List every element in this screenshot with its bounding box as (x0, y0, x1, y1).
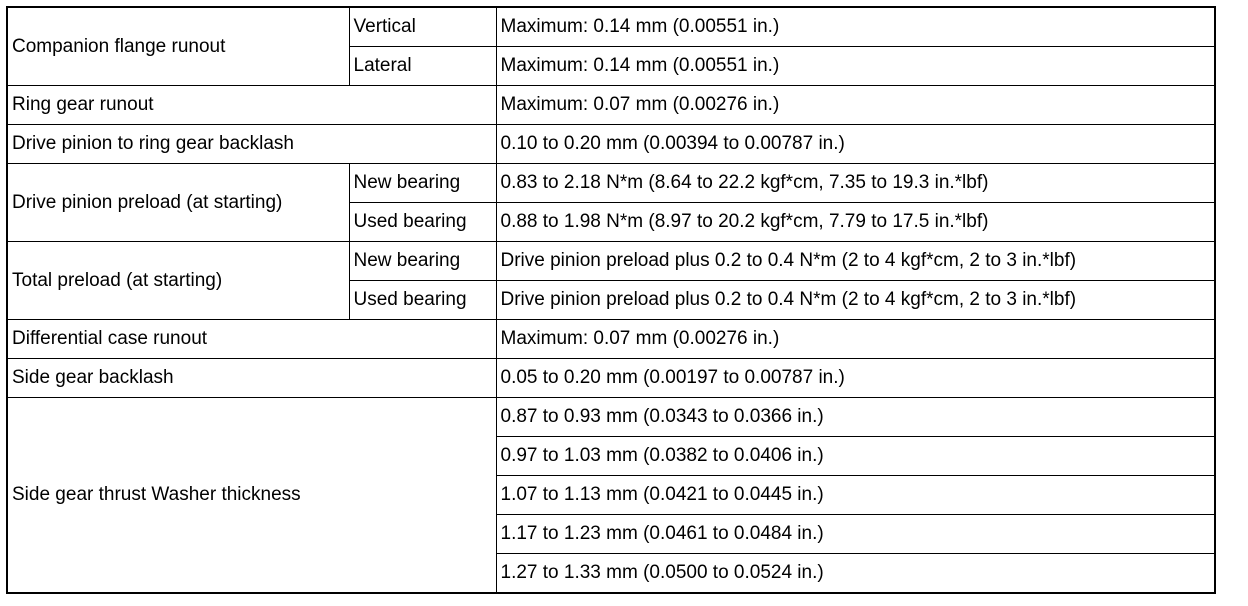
value-cell: 1.27 to 1.33 mm (0.0500 to 0.0524 in.) (496, 554, 1215, 594)
value-cell: 0.97 to 1.03 mm (0.0382 to 0.0406 in.) (496, 437, 1215, 476)
value-cell: 0.83 to 2.18 N*m (8.64 to 22.2 kgf*cm, 7.35 to 19.3 in.*lbf) (496, 164, 1215, 203)
value-cell: 1.07 to 1.13 mm (0.0421 to 0.0445 in.) (496, 476, 1215, 515)
table-row (7, 164, 1215, 203)
table-row (7, 86, 1215, 125)
item-cell: Drive pinion preload (at starting) (7, 164, 349, 242)
condition-cell: Lateral (349, 47, 496, 86)
value-cell: Maximum: 0.14 mm (0.00551 in.) (496, 7, 1215, 47)
table-row (7, 125, 1215, 164)
value-cell: Maximum: 0.14 mm (0.00551 in.) (496, 47, 1215, 86)
condition-cell: Vertical (349, 7, 496, 47)
item-cell: Companion flange runout (7, 7, 349, 86)
value-cell: Maximum: 0.07 mm (0.00276 in.) (496, 320, 1215, 359)
table-row (7, 242, 1215, 281)
specification-table (6, 6, 1216, 594)
table-row (7, 7, 1215, 47)
item-cell: Differential case runout (7, 320, 496, 359)
item-cell: Ring gear runout (7, 86, 496, 125)
value-cell: 0.10 to 0.20 mm (0.00394 to 0.00787 in.) (496, 125, 1215, 164)
condition-cell: Used bearing (349, 203, 496, 242)
item-cell: Side gear backlash (7, 359, 496, 398)
value-cell: 0.05 to 0.20 mm (0.00197 to 0.00787 in.) (496, 359, 1215, 398)
value-cell: 0.88 to 1.98 N*m (8.97 to 20.2 kgf*cm, 7.79 to 17.5 in.*lbf) (496, 203, 1215, 242)
value-cell: 1.17 to 1.23 mm (0.0461 to 0.0484 in.) (496, 515, 1215, 554)
table-row (7, 359, 1215, 398)
condition-cell: New bearing (349, 164, 496, 203)
value-cell: Maximum: 0.07 mm (0.00276 in.) (496, 86, 1215, 125)
item-cell: Side gear thrust Washer thickness (7, 398, 496, 594)
condition-cell: New bearing (349, 242, 496, 281)
value-cell: Drive pinion preload plus 0.2 to 0.4 N*m (2 to 4 kgf*cm, 2 to 3 in.*lbf) (496, 281, 1215, 320)
condition-cell: Used bearing (349, 281, 496, 320)
table-row (7, 398, 1215, 437)
value-cell: 0.87 to 0.93 mm (0.0343 to 0.0366 in.) (496, 398, 1215, 437)
table-row (7, 320, 1215, 359)
value-cell: Drive pinion preload plus 0.2 to 0.4 N*m (2 to 4 kgf*cm, 2 to 3 in.*lbf) (496, 242, 1215, 281)
item-cell: Drive pinion to ring gear backlash (7, 125, 496, 164)
item-cell: Total preload (at starting) (7, 242, 349, 320)
